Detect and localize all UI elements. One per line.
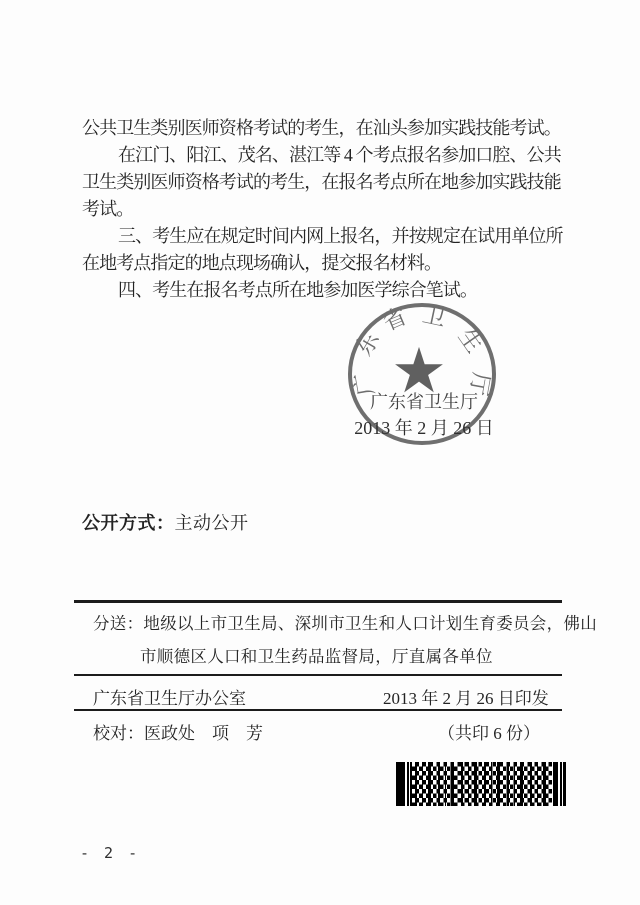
barcode bbox=[396, 762, 566, 806]
seal-arc-char: 卫 bbox=[420, 301, 448, 332]
document-date: 2013 年 2 月 26 日 bbox=[354, 418, 494, 438]
barcode-start-pattern bbox=[396, 762, 412, 806]
disclosure-value: 主动公开 bbox=[174, 513, 249, 533]
issuer-office: 广东省卫生厅办公室 bbox=[93, 689, 246, 708]
seal-arc-char: 厅 bbox=[465, 370, 494, 398]
barcode-data-region bbox=[412, 762, 552, 806]
print-date: 2013 年 2 月 26 日印发 bbox=[383, 689, 549, 708]
footer-divider-middle bbox=[74, 674, 562, 676]
footer-divider-bottom bbox=[74, 709, 562, 711]
page-number: - 2 - bbox=[80, 844, 141, 862]
seal-arc-char: 广 bbox=[350, 370, 379, 398]
disclosure-row bbox=[82, 509, 249, 535]
body-line: 卫生类别医师资格考试的考生，在报名考点所在地参加实践技能 bbox=[82, 172, 561, 192]
body-line: 四、考生在报名考点所在地参加医学综合笔试。 bbox=[118, 280, 478, 300]
body-line: 在地考点指定的地点现场确认，提交报名材料。 bbox=[82, 253, 442, 273]
body-line: 在江门、阳江、茂名、湛江等 4 个考点报名参加口腔、公共 bbox=[118, 145, 561, 165]
seal-arc-char: 生 bbox=[453, 324, 488, 358]
distribution-line: 市顺德区人口和卫生药品监督局，厅直属各单位 bbox=[140, 647, 493, 666]
body-line: 公共卫生类别医师资格考试的考生，在汕头参加实践技能考试。 bbox=[82, 118, 561, 138]
star-icon bbox=[394, 345, 444, 393]
copies-count: （共印 6 份） bbox=[438, 724, 540, 743]
distribution-line: 分送：地级以上市卫生局、深圳市卫生和人口计划生育委员会，佛山 bbox=[93, 614, 597, 633]
disclosure-label: 公开方式： bbox=[82, 513, 175, 533]
footer-divider-top bbox=[74, 600, 562, 603]
body-line: 考试。 bbox=[82, 199, 134, 219]
seal-arc-char: 省 bbox=[379, 303, 411, 336]
seal-arc-char: 东 bbox=[350, 327, 385, 360]
proofread-line: 校对：医政处 项 芳 bbox=[93, 724, 263, 743]
body-line: 三、考生应在规定时间内网上报名，并按规定在试用单位所 bbox=[118, 226, 563, 246]
document-body bbox=[82, 115, 574, 304]
issuing-agency-signature: 广东省卫生厅 bbox=[370, 392, 478, 412]
barcode-stop-pattern bbox=[552, 762, 566, 806]
